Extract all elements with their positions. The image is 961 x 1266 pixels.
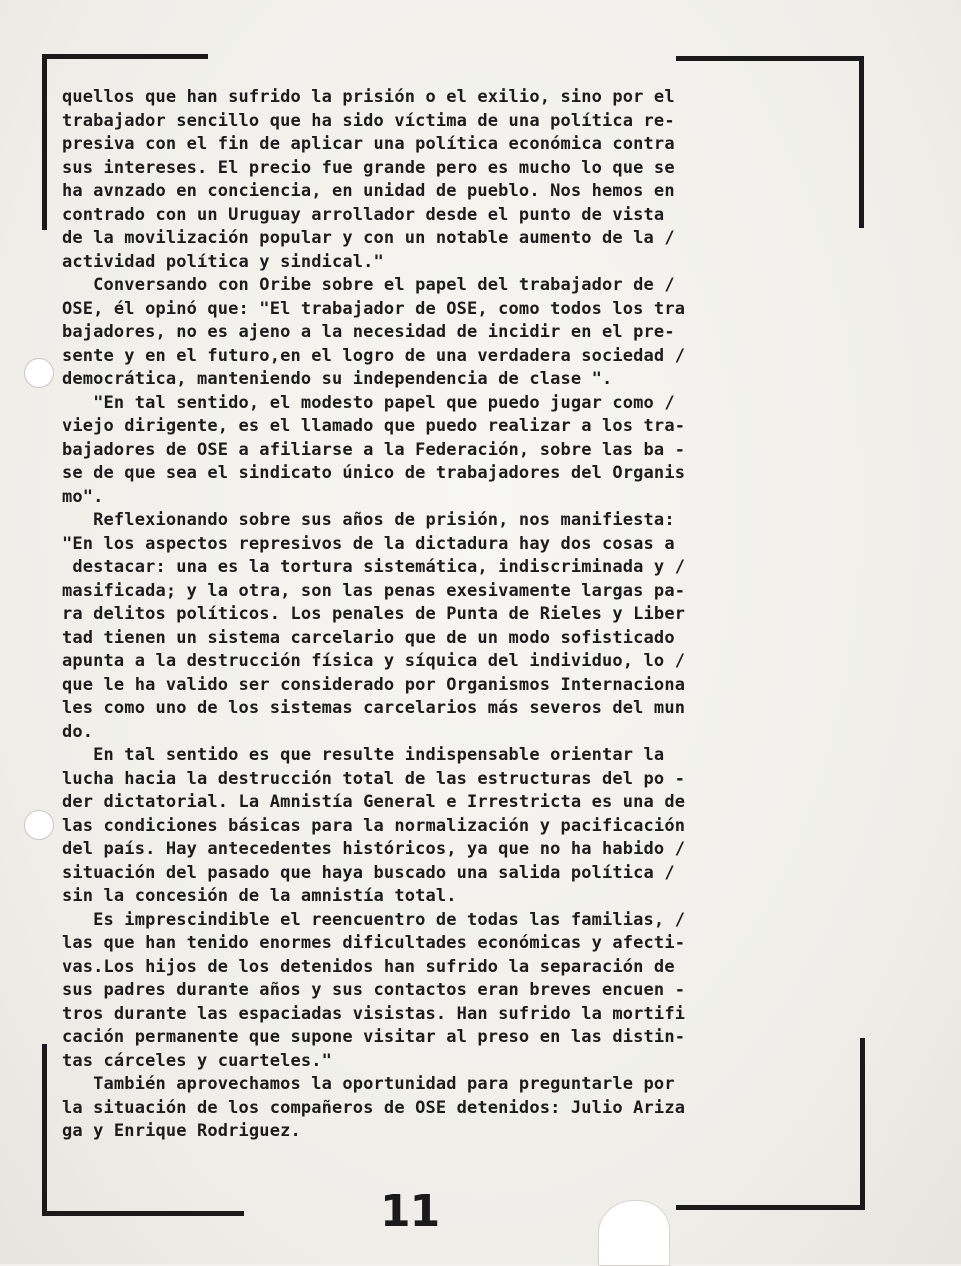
text-line: Es imprescindible el reencuentro de todas las familias, /	[62, 909, 686, 930]
text-line: contrado con un Uruguay arrollador desde el punto de vista	[62, 204, 665, 225]
text-line: ra delitos políticos. Los penales de Punta de Rieles y Liber	[62, 604, 686, 624]
text-line: En tal sentido es que resulte indispensable orientar la	[62, 745, 665, 765]
text-line: quellos que han sufrido la prisión o el exilio, sino por el	[62, 87, 675, 107]
text-line: cación permanente que supone visitar al preso en las distin-	[62, 1027, 686, 1047]
text-line: se de que sea el sindicato único de trabajadores del Organis	[62, 463, 686, 483]
text-line: bajadores, no es ajeno a la necesidad de incidir en el pre-	[62, 322, 675, 342]
text-line: presiva con el fin de aplicar una política económica contra	[62, 134, 675, 154]
text-line: Reflexionando sobre sus años de prisión, nos manifiesta:	[62, 510, 675, 530]
text-line: sin la concesión de la amnistía total.	[62, 886, 457, 906]
text-line: las que han tenido enormes dificultades económicas y afecti-	[62, 933, 686, 953]
text-line: sus padres durante años y sus contactos eran breves encuen -	[62, 980, 686, 1000]
text-line: bajadores de OSE a afiliarse a la Federación, sobre las ba -	[62, 439, 686, 460]
frame-corner-bottom-right	[860, 1038, 865, 1210]
text-line: tas cárceles y cuarteles."	[62, 1050, 333, 1071]
text-line: do.	[62, 721, 94, 742]
text-line: situación del pasado que haya buscado una salida política /	[62, 862, 675, 883]
text-line: de la movilización popular y con un notable aumento de la /	[62, 228, 675, 248]
frame-corner-top-left	[42, 54, 208, 59]
text-line: OSE, él opinó que: "El trabajador de OSE, como todos los tra	[62, 298, 686, 319]
article-body	[62, 86, 852, 1144]
text-line: que le ha valido ser considerado por Organismos Internaciona	[62, 674, 686, 695]
text-line: les como uno de los sistemas carcelarios más severos del mun	[62, 698, 686, 718]
punch-hole-lower	[24, 810, 54, 840]
text-line: destacar: una es la tortura sistemática, indiscriminada y /	[62, 557, 686, 577]
text-line: ha avnzado en conciencia, en unidad de pueblo. Nos hemos en	[62, 181, 675, 201]
text-line: vas.Los hijos de los detenidos han sufrido la separación de	[62, 956, 675, 977]
punch-hole-upper	[24, 358, 54, 388]
text-line: lucha hacia la destrucción total de las estructuras del po -	[62, 768, 686, 789]
text-line: der dictatorial. La Amnistía General e Irrestricta es una de	[62, 792, 686, 812]
text-line: sus intereses. El precio fue grande pero es mucho lo que se	[62, 157, 675, 178]
text-line: Conversando con Oribe sobre el papel del trabajador de /	[62, 275, 675, 295]
torn-paper-mark	[598, 1200, 670, 1266]
frame-corner-top-right	[676, 56, 864, 61]
frame-corner-bottom-right-horizontal	[676, 1205, 865, 1210]
text-line: "En tal sentido, el modesto papel que puedo jugar como /	[62, 392, 675, 413]
text-line: ga y Enrique Rodriguez.	[62, 1121, 301, 1141]
text-line: la situación de los compañeros de OSE detenidos: Julio Ariza	[62, 1097, 686, 1118]
text-line: masificada; y la otra, son las penas exesivamente largas pa-	[62, 580, 686, 601]
text-line: También aprovechamos la oportunidad para preguntarle por	[62, 1074, 675, 1094]
text-line: sente y en el futuro,en el logro de una verdadera sociedad /	[62, 345, 686, 366]
text-line: democrática, manteniendo su independencia de clase ".	[62, 369, 613, 389]
text-line: "En los aspectos represivos de la dictadura hay dos cosas a	[62, 533, 675, 554]
text-line: viejo dirigente, es el llamado que puedo realizar a los tra-	[62, 416, 686, 436]
text-line: tros durante las espaciadas visistas. Han sufrido la mortifi	[62, 1003, 686, 1024]
text-line: mo".	[62, 486, 104, 507]
page-number: 11	[380, 1186, 440, 1237]
text-line: actividad política y sindical."	[62, 251, 384, 272]
text-line: tad tienen un sistema carcelario que de un modo sofisticado	[62, 627, 675, 648]
frame-corner-bottom-left-horizontal	[42, 1211, 244, 1216]
frame-corner-bottom-left	[42, 1044, 47, 1216]
text-line: las condiciones básicas para la normalización y pacificación	[62, 815, 686, 836]
frame-corner-top-left-vertical	[42, 54, 47, 230]
frame-corner-top-right-vertical	[859, 56, 864, 228]
text-line: trabajador sencillo que ha sido víctima de una política re-	[62, 110, 675, 131]
text-line: apunta a la destrucción física y síquica del individuo, lo /	[62, 651, 686, 671]
text-line: del país. Hay antecedentes históricos, ya que no ha habido /	[62, 839, 686, 859]
